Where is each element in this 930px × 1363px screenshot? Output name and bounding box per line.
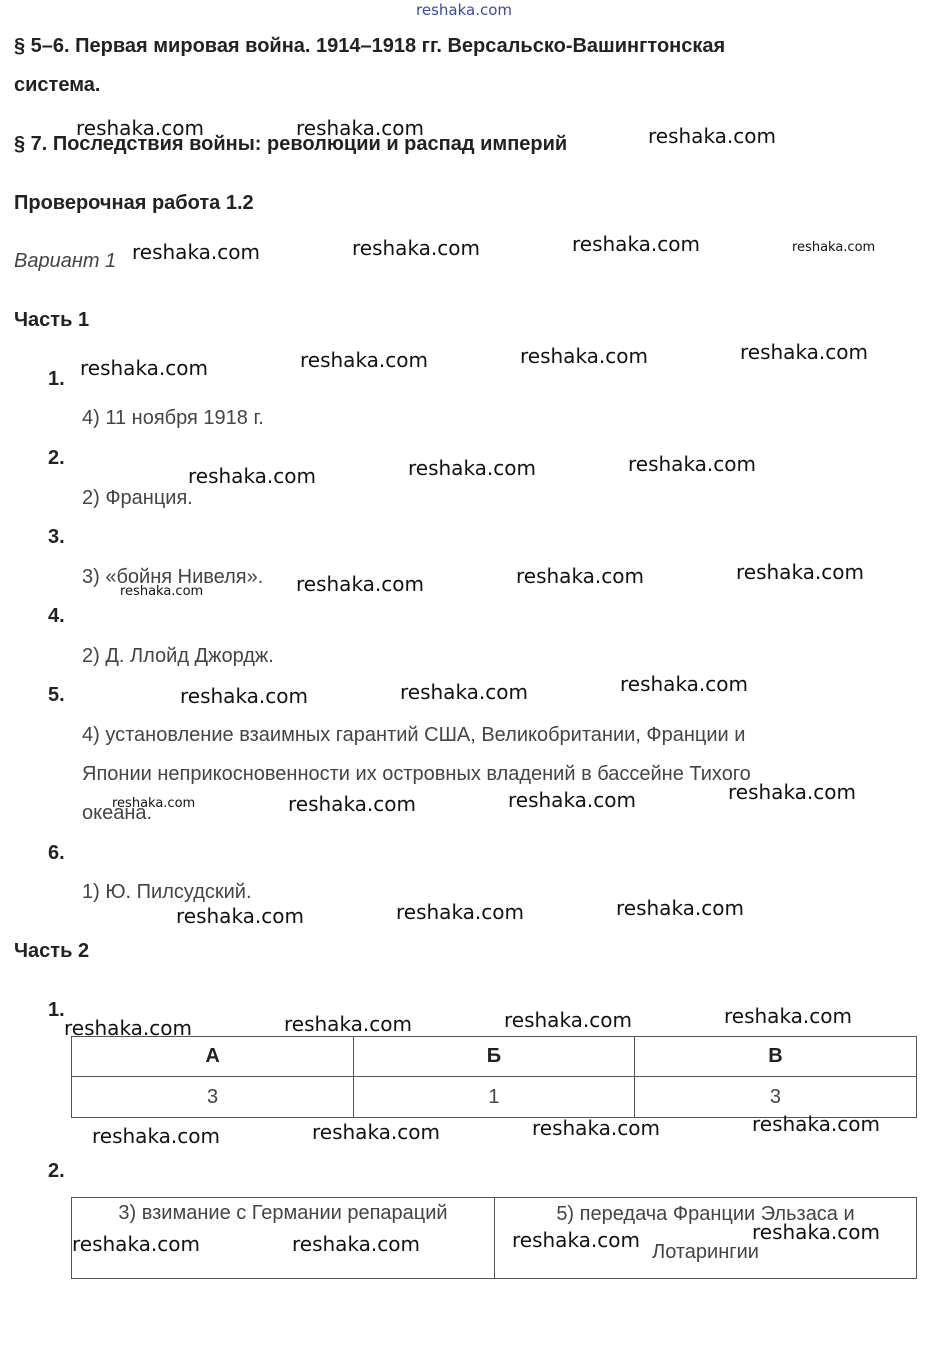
answer-text-line3: океана. [82, 802, 153, 824]
watermark: reshaka.com [504, 1008, 632, 1032]
table2-cell-2-line2: Лотарингии [652, 1241, 759, 1263]
watermark: reshaka.com [616, 896, 744, 920]
watermark: reshaka.com [188, 464, 316, 488]
watermark: reshaka.com [740, 340, 868, 364]
watermark: reshaka.com [288, 792, 416, 816]
watermark: reshaka.com [512, 1228, 640, 1252]
question-number: 1. [48, 368, 65, 390]
part1-title: Часть 1 [14, 309, 90, 331]
answer-text: 3) «бойня Нивеля». [82, 566, 264, 588]
question-number: 6. [48, 842, 65, 864]
watermark: reshaka.com [352, 236, 480, 260]
table-header-b: Б [354, 1037, 635, 1077]
watermark: reshaka.com [508, 788, 636, 812]
watermark: reshaka.com [112, 796, 196, 811]
question-number: 2. [48, 1160, 65, 1182]
heading-section-5-6: § 5–6. Первая мировая война. 1914–1918 гг. Версальско-Вашингтонская [14, 35, 726, 57]
watermark: reshaka.com [72, 1232, 200, 1256]
watermark: reshaka.com [76, 116, 204, 140]
watermark: reshaka.com [300, 348, 428, 372]
part2-title: Часть 2 [14, 940, 90, 962]
answer-text: 4) 11 ноября 1918 г. [82, 407, 264, 429]
answer-text-line2: Японии неприкосновенности их островных владений в бассейне Тихого [82, 763, 751, 785]
watermark: reshaka.com [516, 564, 644, 588]
watermark: reshaka.com [80, 356, 208, 380]
watermark: reshaka.com [132, 240, 260, 264]
work-title: Проверочная работа 1.2 [14, 192, 254, 214]
watermark: reshaka.com [620, 672, 748, 696]
answer-text: 2) Франция. [82, 487, 193, 509]
watermark: reshaka.com [648, 124, 776, 148]
watermark: reshaka.com [312, 1120, 440, 1144]
answer-table-1 [71, 1036, 917, 1118]
watermark: reshaka.com [296, 116, 424, 140]
watermark: reshaka.com [180, 684, 308, 708]
question-number: 5. [48, 684, 65, 706]
heading-section-5-6-cont: система. [14, 74, 101, 96]
watermark: reshaka.com [736, 560, 864, 584]
question-number: 4. [48, 605, 65, 627]
answer-text-line1: 4) установление взаимных гарантий США, Великобритании, Франции и [82, 724, 746, 746]
table-header-v: В [634, 1037, 916, 1077]
question-number: 1. [48, 999, 65, 1021]
watermark: reshaka.com [64, 1016, 192, 1040]
watermark: reshaka.com [284, 1012, 412, 1036]
watermark: reshaka.com [752, 1112, 880, 1136]
table-cell-v: 3 [634, 1077, 916, 1118]
watermark: reshaka.com [628, 452, 756, 476]
table-header-a: А [72, 1037, 354, 1077]
watermark: reshaka.com [292, 1232, 420, 1256]
watermark: reshaka.com [572, 232, 700, 256]
table2-cell-2-line1: 5) передача Франции Эльзаса и [556, 1203, 855, 1225]
table2-cell-1: 3) взимание с Германии репараций [72, 1198, 495, 1279]
watermark: reshaka.com [296, 572, 424, 596]
table-cell-b: 1 [354, 1077, 635, 1118]
watermark: reshaka.com [792, 240, 876, 255]
watermark: reshaka.com [396, 900, 524, 924]
watermark: reshaka.com [724, 1004, 852, 1028]
table-cell-a: 3 [72, 1077, 354, 1118]
watermark: reshaka.com [92, 1124, 220, 1148]
watermark: reshaka.com [120, 584, 204, 599]
watermark-top: reshaka.com [416, 1, 512, 19]
question-number: 3. [48, 526, 65, 548]
heading-section-7: § 7. Последствия войны: революции и распад империй [14, 133, 568, 155]
variant-label: Вариант 1 [14, 250, 117, 272]
answer-text: 2) Д. Ллойд Джордж. [82, 645, 274, 667]
watermark: reshaka.com [520, 344, 648, 368]
watermark: reshaka.com [400, 680, 528, 704]
watermark: reshaka.com [176, 904, 304, 928]
watermark: reshaka.com [752, 1220, 880, 1244]
question-number: 2. [48, 447, 65, 469]
watermark: reshaka.com [532, 1116, 660, 1140]
answer-text: 1) Ю. Пилсудский. [82, 881, 252, 903]
watermark: reshaka.com [728, 780, 856, 804]
watermark: reshaka.com [408, 456, 536, 480]
